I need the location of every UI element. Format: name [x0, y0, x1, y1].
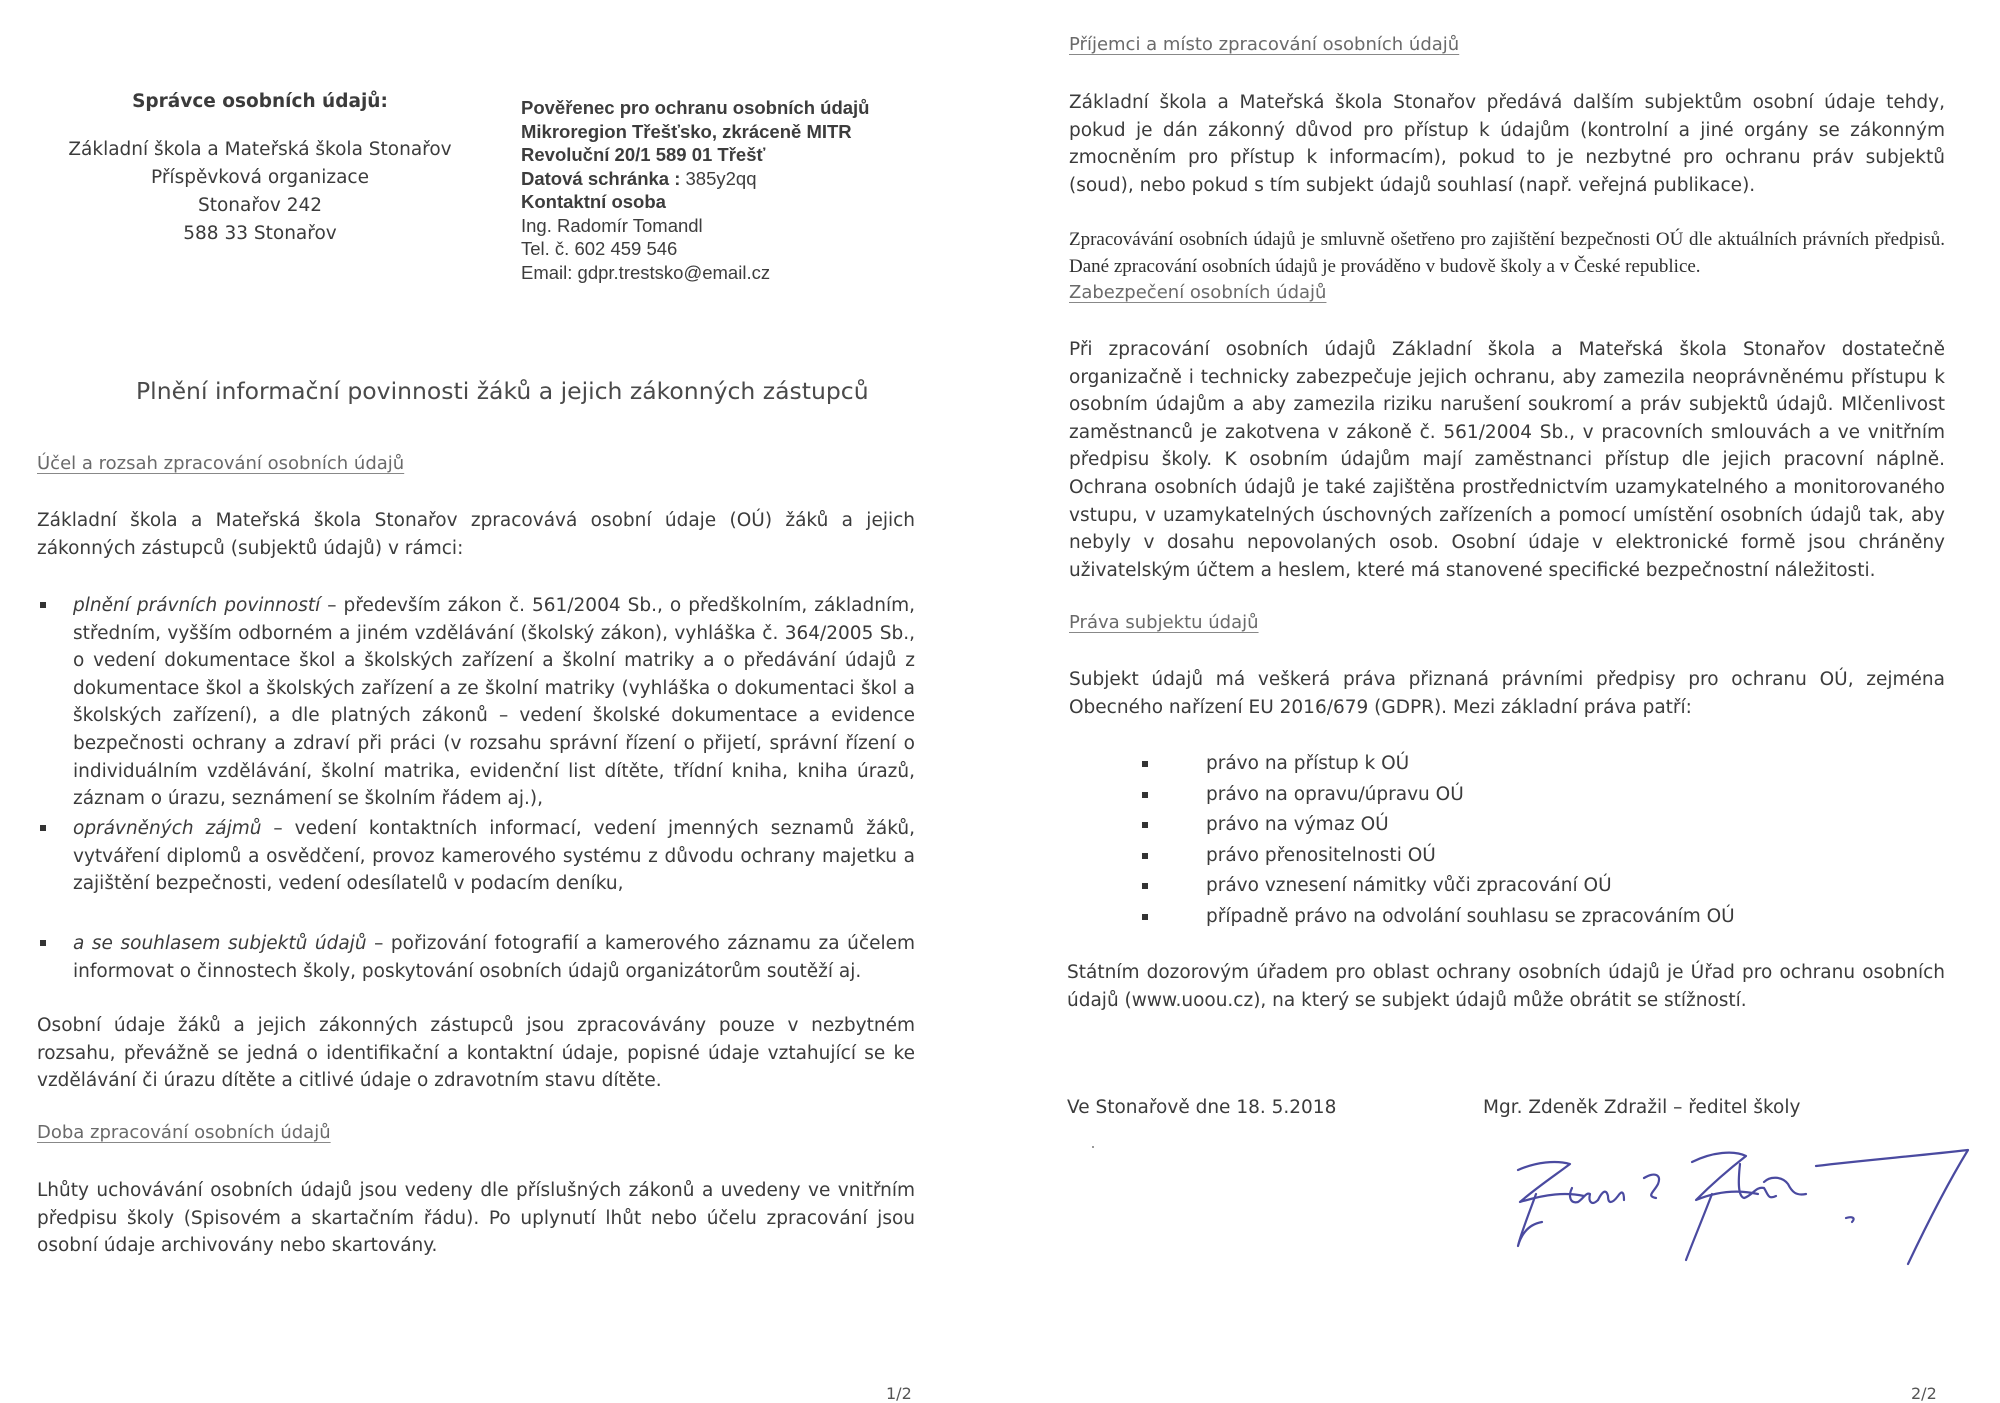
controller-line: Příspěvková organizace [151, 167, 369, 188]
signature-image [1506, 1136, 1976, 1276]
purpose-bullet-list-1 [73, 592, 915, 813]
controller-line: Stonařov 242 [197, 195, 323, 216]
signatory: Mgr. Zdeněk Zdražil – ředitel školy [1483, 1097, 1801, 1118]
stray-dot [1092, 1146, 1094, 1148]
list-item [1206, 749, 1735, 780]
dpo-databox-value: 385y2qq [680, 167, 757, 189]
section-heading-security: Zabezpečení osobních údajů [1069, 282, 1327, 303]
bullet-square-icon [40, 825, 46, 831]
bullet-term: a se souhlasem subjektů údajů [73, 933, 367, 954]
security-text: Při zpracování osobních údajů Základní škola a Mateřská škola Stonařov dostatečně organizačně i technicky zabezpečuje jejich ochranu, aby zamezila neoprávněnému přístupu k osobním údajům a aby zamezila riziku narušení soukromí a práv subjektů údajů. Mlčenlivost zaměstnanců je zakotvena v zákoně č. 561/2004 Sb., v pracovních smlouvách a ve vnitřním předpisu školy. K osobním údajům mají zaměstnanci přístup dle jejich pracovní náplně. Ochrana osobních údajů je také zajištěna prostřednictvím uzamykatelného a monitorovaného vstupu, v uzamykatelných úschovných zařízeních a pomocí umístění osobních údajů tak, aby nebyly v dosahu nepovolaných osob. Osobní údaje v elektronické formě jsou chráněny uživatelským účtem a heslem, které má stanovené specifické bezpečnostní náležitosti. [1069, 339, 1945, 581]
controller-block [60, 90, 460, 248]
rights-list [1206, 749, 1735, 932]
purpose-bullet-list-2 [73, 815, 915, 898]
controller-heading: Správce osobních údajů: [132, 91, 388, 112]
purpose-closing: Osobní údaje žáků a jejich zákonných zástupců jsou zpracovávány pouze v nezbytném rozsahu, převážně se jedná o identifikační a kontaktní údaje, popisné údaje vztahující se ke vzdělávání či úrazu dítěte a citlivé údaje o zdravotním stavu dítěte. [37, 1015, 915, 1092]
bullet-text: – pořizování fotografií a kamerového záznamu za účelem informovat o činnostech školy, poskytování osobních údajů organizátorům soutěží aj. [73, 933, 915, 982]
page-number: 2/2 [1911, 1384, 1937, 1403]
bullet-square-icon [1142, 853, 1148, 859]
page-number: 1/2 [886, 1384, 912, 1403]
dpo-contact-name: Ing. Radomír Tomandl [521, 214, 703, 236]
bullet-square-icon [1142, 792, 1148, 798]
bullet-square-icon [1142, 914, 1148, 920]
list-item [1206, 810, 1735, 841]
bullet-square-icon [40, 940, 46, 946]
list-item [1206, 902, 1735, 933]
dpo-address: Revoluční 20/1 589 01 Třešť [521, 144, 766, 165]
dpo-email: Email: gdpr.trestsko@email.cz [521, 261, 771, 283]
right-label: právo na opravu/úpravu OÚ [1206, 783, 1464, 805]
bullet-square-icon [40, 602, 46, 608]
duration-text: Lhůty uchovávání osobních údajů jsou vedeny dle příslušných zákonů a uvedeny ve vnitřním předpisu školy (Spisovém a skartačním řádu). Po uplynutí lhůt nebo účelu zpracování jsou osobní údaje archivovány nebo skartovány. [37, 1180, 915, 1257]
list-item [1206, 871, 1735, 902]
section-heading-rights: Práva subjektu údajů [1069, 612, 1259, 633]
right-label: právo přenositelnosti OÚ [1206, 844, 1436, 866]
controller-line: Základní škola a Mateřská škola Stonařov [68, 139, 452, 160]
bullet-text: – vedení kontaktních informací, vedení jmenných seznamů žáků, vytváření diplomů a osvědčení, provoz kamerového systému z důvodu ochrany majetku a zajištění bezpečnosti, vedení odesílatelů v podacím deníku, [73, 818, 915, 895]
list-item [73, 815, 915, 898]
right-label: právo vznesení námitky vůči zpracování OÚ [1206, 875, 1612, 896]
dpo-databox-label: Datová schránka : [521, 167, 681, 189]
list-item [73, 930, 915, 985]
section-heading-purpose: Účel a rozsah zpracování osobních údajů [37, 453, 405, 474]
dpo-org: Mikroregion Třešťsko, zkráceně MITR [521, 120, 852, 142]
place-date: Ve Stonařově dne 18. 5.2018 [1067, 1097, 1337, 1118]
authority-text: Státním dozorovým úřadem pro oblast ochrany osobních údajů je Úřad pro ochranu osobních údajů (www.uoou.cz), na který se subjekt údajů může obrátit se stížností. [1067, 962, 1945, 1011]
dpo-phone: Tel. č. 602 459 546 [521, 238, 678, 259]
document-title: Plnění informační povinnosti žáků a jejich zákonných zástupců [136, 377, 869, 405]
controller-line: 588 33 Stonařov [183, 223, 337, 244]
dpo-block [521, 96, 869, 284]
section-heading-duration: Doba zpracování osobních údajů [37, 1122, 331, 1143]
bullet-text: – především zákon č. 561/2004 Sb., o předškolním, základním, středním, vyšším odborném a jiném vzdělávání (školský zákon), vyhláška č. 364/2005 Sb., o vedení dokumentace škol a školských zařízení a školní matriky a o předávání údajů z dokumentace škol a školských zařízení a ze školní matriky (vyhláška o dokumentaci škol a školských zařízení), a dle platných zákonů – vedení školské dokumentace a evidence bezpečnosti ochrany a zdraví při práci (v rozsahu správní řízení o přijetí, správní řízení o individuálním vzdělávání, školní matrika, evidenční list dítěte, třídní kniha, kniha úrazů, záznam o úrazu, seznámení se školním řádem aj.), [73, 595, 915, 810]
rights-intro: Subjekt údajů má veškerá práva přiznaná právními předpisy pro ochranu OÚ, zejména Obecného nařízení EU 2016/679 (GDPR). Mezi základní práva patří: [1069, 669, 1945, 718]
dpo-heading: Pověřenec pro ochranu osobních údajů [521, 97, 870, 118]
recipients-text-2: Zpracovávání osobních údajů je smluvně ošetřeno pro zajištění bezpečnosti OÚ dle aktuálních právních předpisů. Dané zpracování osobních údajů je prováděno v budově školy a v České republice. [1069, 229, 1945, 277]
right-label: právo na výmaz OÚ [1206, 814, 1389, 835]
page-2 [1000, 0, 2000, 1402]
purpose-intro: Základní škola a Mateřská škola Stonařov zpracovává osobní údaje (OÚ) žáků a jejich zákonných zástupců (subjektů údajů) v rámci: [37, 510, 915, 559]
list-item [1206, 780, 1735, 811]
right-label: případně právo na odvolání souhlasu se zpracováním OÚ [1206, 905, 1735, 927]
right-label: právo na přístup k OÚ [1206, 753, 1410, 774]
purpose-bullet-list-3 [73, 930, 915, 985]
bullet-term: plnění právních povinností [73, 595, 321, 616]
bullet-square-icon [1142, 883, 1148, 889]
list-item [1206, 841, 1735, 872]
dpo-contact-heading: Kontaktní osoba [521, 191, 666, 212]
controller-lines [60, 136, 460, 248]
list-item [73, 592, 915, 813]
dpo-databox [521, 167, 869, 191]
bullet-term: oprávněných zájmů [73, 818, 262, 839]
bullet-square-icon [1142, 822, 1148, 828]
section-heading-recipients: Příjemci a místo zpracování osobních údajů [1069, 34, 1460, 55]
bullet-square-icon [1142, 761, 1148, 767]
page-1 [0, 0, 1000, 1402]
recipients-text-1: Základní škola a Mateřská škola Stonařov předává dalším subjektům osobní údaje tehdy, pokud je dán zákonný důvod pro přístup k údajům (kontrolní a jiné orgány se zákonným zmocněním pro přístup k informacím), pokud to je nezbytné pro ochranu práv subjektů (soud), nebo pokud s tím subjekt údajů souhlasí (např. veřejná publikace). [1069, 92, 1945, 196]
